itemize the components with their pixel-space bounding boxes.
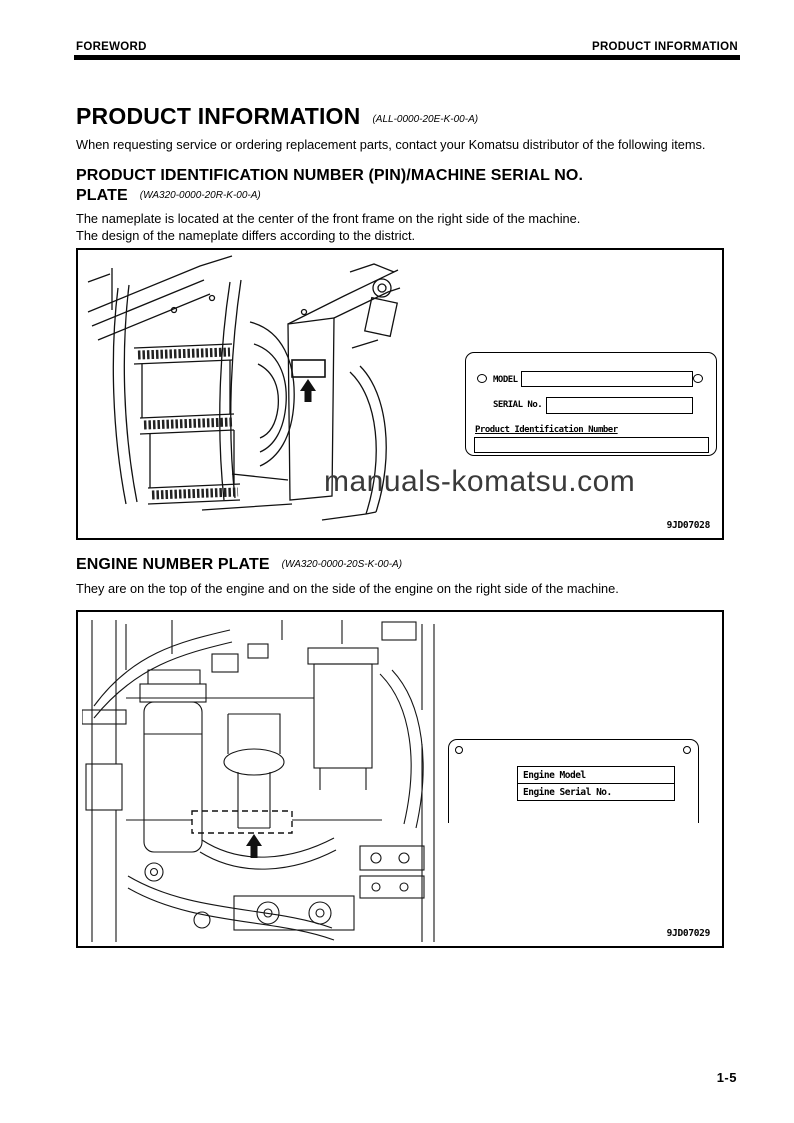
- model-value-box: [521, 371, 693, 387]
- section2-heading-text: ENGINE NUMBER PLATE: [76, 556, 270, 573]
- section1-body: [76, 210, 580, 244]
- pin-label: Product Identification Number: [475, 425, 618, 435]
- engine-plate-location-arrow-icon: [246, 834, 262, 858]
- engine-plate-figure: [76, 610, 724, 948]
- section1-body-line1: The nameplate is located at the center of the front frame on the right side of the machine.: [76, 211, 581, 226]
- nameplate-location-arrow-icon: [300, 379, 316, 402]
- bolt-hole-icon: [683, 746, 691, 754]
- serial-value-box: [546, 397, 693, 414]
- header-left-label: FOREWORD: [76, 41, 147, 53]
- pin-plate-figure: [76, 248, 724, 540]
- section1-heading-line2: PLATE: [76, 187, 128, 204]
- page-title-text: PRODUCT INFORMATION: [76, 103, 361, 129]
- intro-paragraph: When requesting service or ordering replacement parts, contact your Komatsu distributor of the following items.: [76, 137, 706, 152]
- engine-nameplate: [448, 739, 699, 823]
- header-rule: [74, 55, 740, 60]
- section2-body: They are on the top of the engine and on the side of the engine on the right side of the machine.: [76, 581, 619, 596]
- pin-value-box: [474, 437, 709, 453]
- figure1-code: 9JD07028: [666, 520, 710, 531]
- header-right-label: PRODUCT INFORMATION: [591, 41, 738, 53]
- bolt-hole-icon: [455, 746, 463, 754]
- nameplate-location-rect: [292, 360, 325, 377]
- section2-heading: [76, 555, 402, 575]
- section1-code: (WA320-0000-20R-K-00-A): [139, 190, 261, 201]
- bolt-hole-icon: [693, 374, 703, 383]
- watermark-text: manuals-komatsu.com: [324, 465, 636, 498]
- section1-heading: [76, 166, 583, 206]
- section2-code: (WA320-0000-20S-K-00-A): [281, 559, 403, 570]
- section1-heading-line1: PRODUCT IDENTIFICATION NUMBER (PIN)/MACHINE SERIAL NO.: [76, 167, 584, 184]
- page-number: 1-5: [716, 1070, 737, 1085]
- engine-model-box: Engine Model: [517, 766, 675, 784]
- figure2-code: 9JD07029: [666, 928, 710, 939]
- pin-nameplate: [465, 352, 717, 456]
- page-title-code: (ALL-0000-20E-K-00-A): [372, 114, 479, 125]
- engine-serial-box: Engine Serial No.: [517, 783, 675, 801]
- model-label: MODEL: [493, 375, 518, 385]
- engine-top-line-drawing: [82, 614, 446, 946]
- serial-label: SERIAL No.: [493, 400, 543, 410]
- bolt-hole-icon: [477, 374, 487, 383]
- section1-body-line2: The design of the nameplate differs according to the district.: [76, 228, 416, 243]
- page-title: [76, 103, 478, 130]
- engine-plate-location-rect: [192, 811, 292, 833]
